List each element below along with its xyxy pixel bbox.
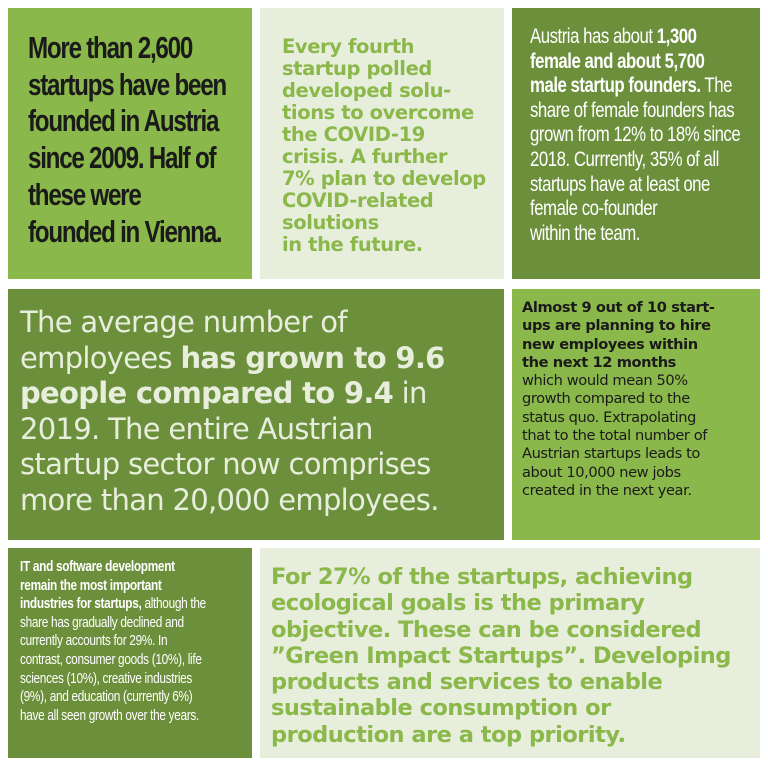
text-line: 2018. Currrently, 35% of all xyxy=(530,147,719,171)
text-line: 7% plan to develop xyxy=(282,167,486,190)
text-line: created in the next year. xyxy=(522,481,692,499)
text-line: status quo. Extrapolating xyxy=(522,408,696,426)
text-segment: although the xyxy=(141,595,206,613)
text-line: (9%), and education (currently 6%) xyxy=(20,688,193,706)
tile-employees xyxy=(8,289,504,540)
startups-founded-text xyxy=(28,30,239,250)
text-line: founded in Vienna. xyxy=(28,213,222,249)
hiring-text xyxy=(522,299,756,500)
text-line: remain the most important xyxy=(20,576,162,594)
text-segment: in xyxy=(393,376,427,411)
covid-solutions-text xyxy=(282,36,502,256)
text-line: in the future. xyxy=(282,233,423,256)
text-line: that to the total number of xyxy=(522,427,708,445)
text-line: developed solu- xyxy=(282,79,451,102)
text-segment: The xyxy=(700,74,732,98)
text-line: COVID-related xyxy=(282,189,434,212)
text-line: grown from 12% to 18% since xyxy=(530,123,741,147)
text-line: share of female founders has xyxy=(530,98,735,122)
text-line xyxy=(20,341,504,377)
text-line: female and about 5,700 xyxy=(530,49,705,73)
text-line xyxy=(20,376,504,412)
text-line: about 10,000 new jobs xyxy=(522,463,681,481)
text-line: startup polled xyxy=(282,57,432,80)
text-bold-segment: male startup founders. xyxy=(530,74,701,98)
text-line xyxy=(20,595,240,614)
text-line: share has gradually declined and xyxy=(20,613,184,631)
text-line: ups are planning to hire xyxy=(522,317,711,335)
text-segment: Austria has about xyxy=(530,25,657,48)
tile-ecological-goals xyxy=(260,548,760,758)
text-line: production are a top priority. xyxy=(271,721,626,748)
text-line: Every fourth xyxy=(282,35,415,58)
text-line: IT and software development xyxy=(20,558,175,575)
text-line: products and services to enable xyxy=(271,669,663,696)
text-line: new employees within xyxy=(522,335,698,353)
text-bold-segment: has grown to 9.6 xyxy=(180,340,445,375)
tile-covid-solutions xyxy=(260,8,504,279)
text-line: contrast, consumer goods (10%), life xyxy=(20,650,202,668)
text-line: Almost 9 out of 10 start- xyxy=(522,299,715,316)
text-segment: employees xyxy=(20,340,181,375)
text-line: the next 12 months xyxy=(522,353,676,371)
text-line: objective. These can be considered xyxy=(271,616,702,643)
text-line: sciences (10%), creative industries xyxy=(20,669,193,687)
text-line: startup sector now comprises xyxy=(20,447,431,482)
text-line: the COVID-19 xyxy=(282,123,425,146)
text-line: For 27% of the startups, achieving xyxy=(271,564,693,590)
tile-hiring xyxy=(512,289,760,540)
text-line: 2019. The entire Austrian xyxy=(20,411,373,446)
tile-industries xyxy=(8,548,252,758)
text-line: female co-founder xyxy=(530,197,658,221)
text-line: tions to overcome xyxy=(282,101,474,124)
text-line: ecological goals is the primary xyxy=(271,590,645,617)
ecological-goals-text xyxy=(271,564,760,748)
text-line: solutions xyxy=(282,211,379,234)
text-line: More than 2,600 xyxy=(28,30,193,65)
text-line: crisis. A further xyxy=(282,145,448,168)
text-bold-segment: 1,300 xyxy=(656,25,697,48)
text-line: The average number of xyxy=(20,305,347,339)
founders-text xyxy=(530,25,754,246)
text-line: Austrian startups leads to xyxy=(522,445,700,463)
text-line: growth compared to the xyxy=(522,390,690,408)
text-line: have all seen growth over the years. xyxy=(20,706,199,724)
text-line: ”Green Impact Startups”. Developing xyxy=(271,642,731,669)
text-line: more than 20,000 employees. xyxy=(20,482,439,517)
text-line: since 2009. Half of xyxy=(28,140,216,176)
industries-text xyxy=(20,558,240,725)
text-line: which would mean 50% xyxy=(522,372,688,390)
text-line: these were xyxy=(28,176,141,212)
text-line: startups have at least one xyxy=(530,172,710,196)
tile-founders xyxy=(512,8,760,279)
text-line xyxy=(530,25,754,50)
text-line xyxy=(530,74,754,99)
text-bold-segment: people compared to 9.4 xyxy=(20,376,394,411)
text-bold-segment: industries for startups, xyxy=(20,595,142,613)
tile-startups-founded xyxy=(8,8,252,279)
text-line: within the team. xyxy=(530,221,640,245)
text-line: founded in Austria xyxy=(28,103,219,139)
text-line: sustainable consumption or xyxy=(271,695,611,722)
employees-text xyxy=(20,305,504,519)
text-line: startups have been xyxy=(28,66,226,102)
text-line: currently accounts for 29%. In xyxy=(20,632,168,650)
